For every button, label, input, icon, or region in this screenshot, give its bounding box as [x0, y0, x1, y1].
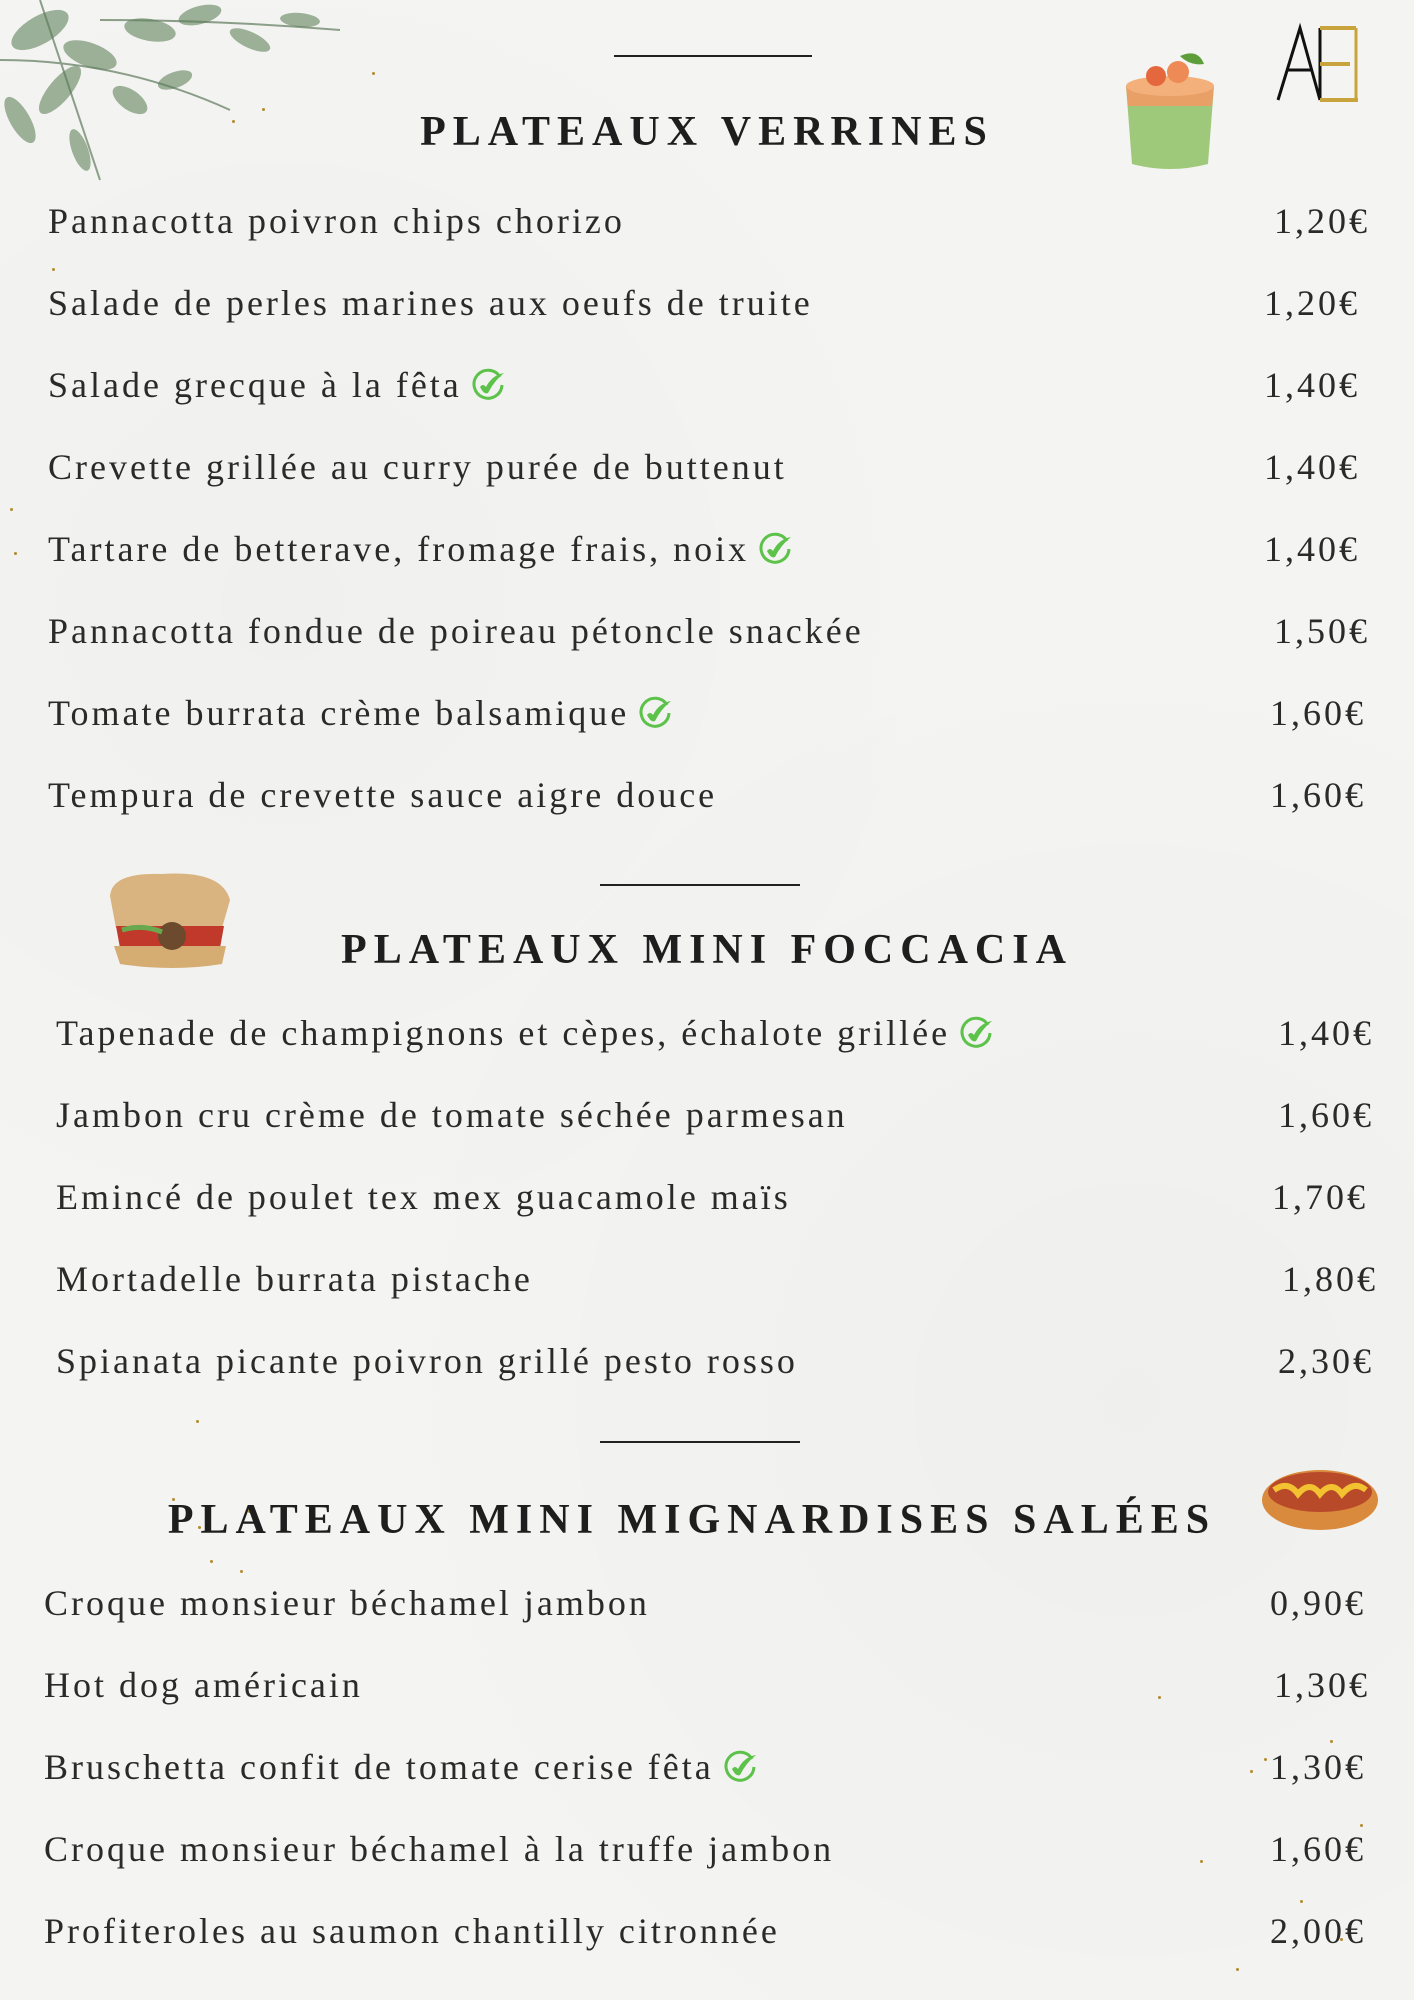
menu-item-price: 2,30€ [1278, 1341, 1374, 1381]
menu-item-name: Croque monsieur béchamel à la truffe jambon [44, 1829, 835, 1869]
section-title-mignardises: PLATEAUX MINI MIGNARDISES SALÉES [167, 1497, 1217, 1543]
menu-item [0, 1746, 1414, 1806]
menu-item-name: Salade grecque à la fêta [48, 364, 506, 406]
menu-item-price: 1,40€ [1264, 365, 1360, 405]
menu-item [0, 774, 1414, 834]
menu-item [0, 200, 1414, 260]
menu-item-price: 1,60€ [1270, 775, 1366, 815]
menu-item-name: Bruschetta confit de tomate cerise fêta [44, 1746, 758, 1788]
menu-item [0, 1664, 1414, 1724]
menu-item-price: 1,60€ [1278, 1095, 1374, 1135]
menu-item-name: Emincé de poulet tex mex guacamole maïs [56, 1177, 791, 1217]
menu-item [0, 1910, 1414, 1970]
menu-item-price: 1,30€ [1270, 1747, 1366, 1787]
menu-item-name: Mortadelle burrata pistache [56, 1259, 533, 1299]
menu-item [0, 1012, 1414, 1072]
menu-item-price: 0,90€ [1270, 1583, 1366, 1623]
menu-item-price: 1,40€ [1264, 447, 1360, 487]
menu-item-price: 1,20€ [1264, 283, 1360, 323]
menu-item-price: 1,60€ [1270, 1829, 1366, 1869]
menu-item-name: Hot dog américain [44, 1665, 363, 1705]
menu-item-price: 1,40€ [1264, 529, 1360, 569]
menu-item-name: Profiteroles au saumon chantilly citronnée [44, 1911, 780, 1951]
menu-item [0, 1258, 1414, 1318]
menu-item-name: Spianata picante poivron grillé pesto rosso [56, 1341, 798, 1381]
menu-item [0, 446, 1414, 506]
menu-item [0, 1094, 1414, 1154]
menu-item [0, 1176, 1414, 1236]
menu-item-name: Crevette grillée au curry purée de buttenut [48, 447, 787, 487]
vegetarian-check-leaf-icon [637, 695, 673, 731]
menu-item [0, 1340, 1414, 1400]
menu-item-name: Croque monsieur béchamel jambon [44, 1583, 650, 1623]
menu-item-name: Tomate burrata crème balsamique [48, 692, 673, 734]
vegetarian-check-leaf-icon [722, 1749, 758, 1785]
menu-item-price: 1,50€ [1274, 611, 1370, 651]
menu-item [0, 692, 1414, 752]
vegetarian-check-leaf-icon [470, 367, 506, 403]
eucalyptus-leaves-decoration [0, 0, 370, 200]
section-title-foccacia: PLATEAUX MINI FOCCACIA [341, 927, 1073, 973]
menu-item-name: Pannacotta poivron chips chorizo [48, 201, 625, 241]
menu-item-price: 1,60€ [1270, 693, 1366, 733]
menu-item-price: 1,80€ [1282, 1259, 1378, 1299]
ae-monogram-logo [1270, 22, 1370, 104]
menu-item-name: Jambon cru crème de tomate séchée parmesan [56, 1095, 848, 1135]
menu-item-name: Tapenade de champignons et cèpes, échalote grillée [56, 1012, 994, 1054]
section-divider [600, 1441, 800, 1443]
menu-item-price: 1,20€ [1274, 201, 1370, 241]
section-divider [600, 884, 800, 886]
menu-item-price: 1,30€ [1274, 1665, 1370, 1705]
menu-item-price: 2,00€ [1270, 1911, 1366, 1951]
menu-item-price: 1,40€ [1278, 1013, 1374, 1053]
menu-item [0, 528, 1414, 588]
section-divider [614, 55, 812, 57]
menu-item-name: Salade de perles marines aux oeufs de truite [48, 283, 813, 323]
menu-item [0, 364, 1414, 424]
menu-item-name: Tartare de betterave, fromage frais, noix [48, 528, 793, 570]
menu-item [0, 610, 1414, 670]
menu-item-name: Tempura de crevette sauce aigre douce [48, 775, 718, 815]
section-title-verrines: PLATEAUX VERRINES [420, 109, 994, 155]
menu-item [0, 1828, 1414, 1888]
menu-item-name: Pannacotta fondue de poireau pétoncle snackée [48, 611, 864, 651]
vegetarian-check-leaf-icon [757, 531, 793, 567]
menu-item [0, 282, 1414, 342]
menu-item-price: 1,70€ [1272, 1177, 1368, 1217]
menu-item [0, 1582, 1414, 1642]
vegetarian-check-leaf-icon [958, 1015, 994, 1051]
